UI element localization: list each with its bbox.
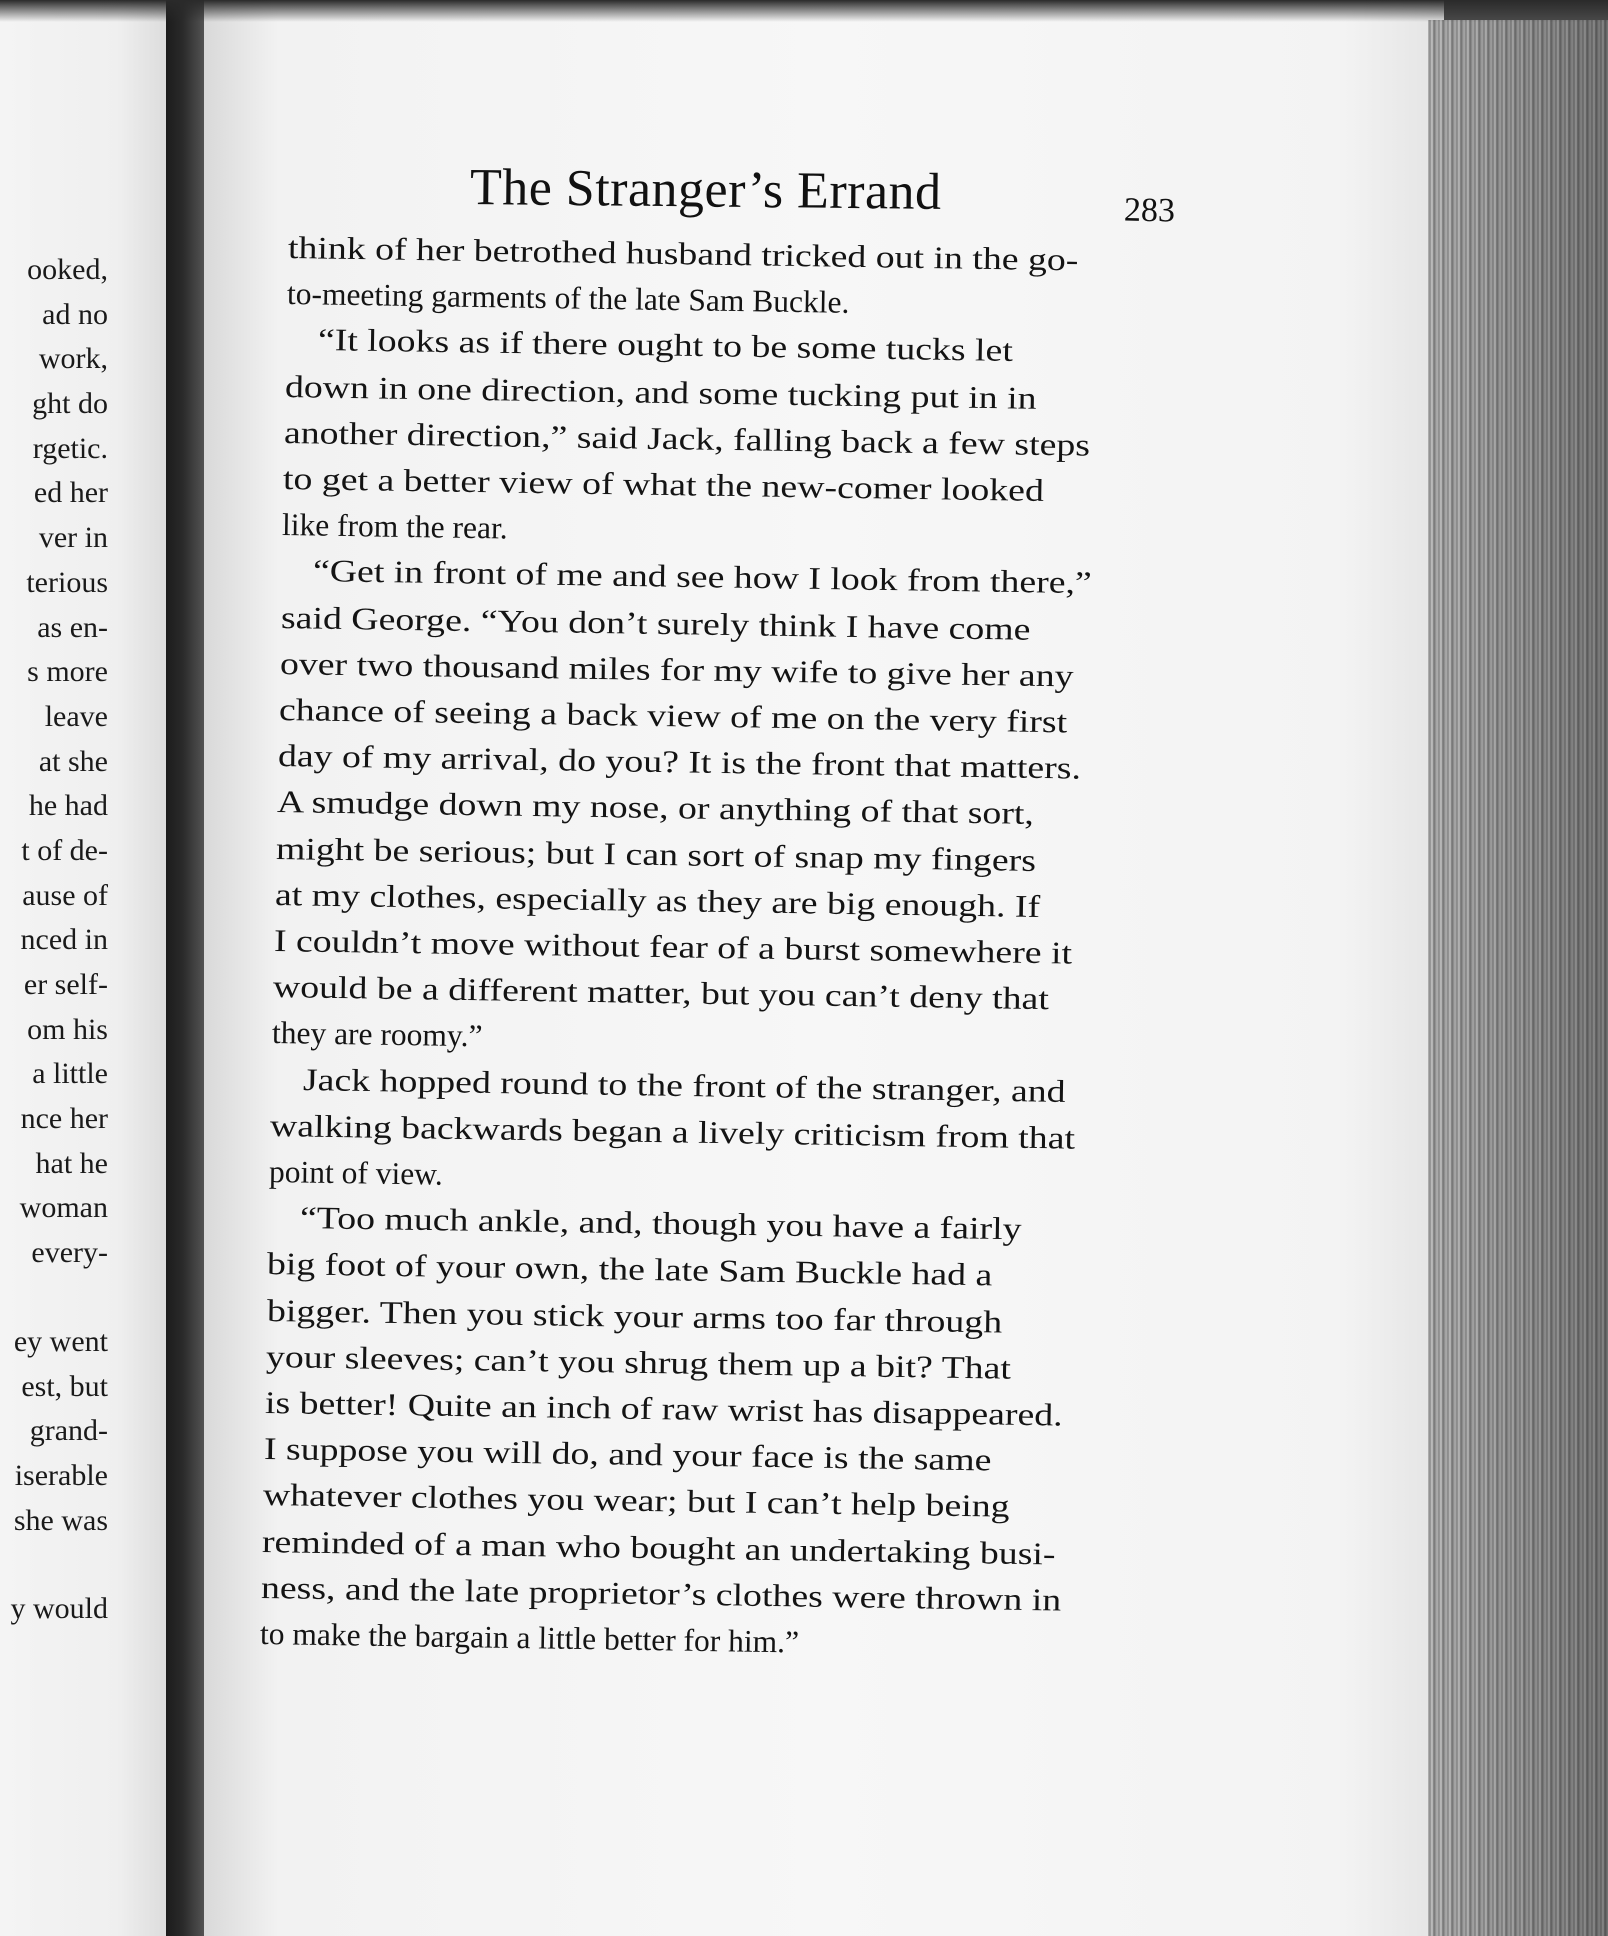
text-line: is better! Quite an inch of raw wrist has disappeared. <box>264 1385 1063 1433</box>
left-page-line: rgetic. <box>32 431 108 465</box>
left-page-line: ooked, <box>27 253 108 286</box>
left-page-line: er self- <box>23 968 108 1001</box>
text-line: “Get in front of me and see how I look from there,” <box>313 553 1093 601</box>
left-page-line: om his <box>27 1012 108 1046</box>
text-line: “It looks as if there ought to be some tucks let <box>317 322 1014 369</box>
left-page-line: a little <box>32 1057 108 1091</box>
left-page-line: every- <box>31 1236 108 1270</box>
left-page-line: ey went <box>13 1324 108 1358</box>
text-line: point of view. <box>269 1154 444 1192</box>
text-line: at my clothes, especially as they are big enough. If <box>274 876 1041 924</box>
text-line: walking backwards began a lively criticism from that <box>269 1107 1076 1156</box>
text-line: think of her betrothed husband tricked out in the go- <box>287 230 1079 278</box>
left-page-line: ed her <box>33 476 108 510</box>
text-line: they are roomy.” <box>271 1015 483 1054</box>
left-page-line: leave <box>44 699 108 733</box>
left-page-line: nce her <box>20 1102 108 1136</box>
text-line: said George. “You don’t surely think I have come <box>280 599 1031 647</box>
text-line: chance of seeing a back view of me on the very first <box>278 692 1068 740</box>
left-page-line: at she <box>38 744 108 778</box>
text-line: whatever clothes you wear; but I can’t help being <box>262 1477 1010 1525</box>
page-number: 283 <box>1123 191 1176 230</box>
text-line: over two thousand miles for my wife to give her any <box>279 645 1074 694</box>
text-line: big foot of your own, the late Sam Buckle had a <box>267 1246 994 1293</box>
text-line: to-meeting garments of the late Sam Buckle. <box>286 276 850 321</box>
left-page <box>0 0 168 1936</box>
left-page-line: ver in <box>38 521 108 555</box>
left-page-line: he had <box>28 789 108 823</box>
left-page-line: ght do <box>32 387 108 421</box>
text-line: I couldn’t move without fear of a burst somewhere it <box>273 923 1073 971</box>
text-line: your sleeves; can’t you shrug them up a bit? That <box>265 1338 1011 1386</box>
text-line: to get a better view of what the new-comer looked <box>283 461 1045 508</box>
left-page-line: s more <box>27 655 108 689</box>
running-head: The Stranger’s Errand <box>469 159 942 221</box>
text-line: bigger. Then you stick your arms too far through <box>266 1292 1002 1340</box>
left-page-line: nced in <box>20 923 108 957</box>
left-page-text <box>0 248 108 1632</box>
left-page-line: iserable <box>14 1458 108 1492</box>
left-page-line: as en- <box>37 610 108 644</box>
left-page-line: ause of <box>22 878 108 912</box>
left-page-line: woman <box>19 1191 108 1225</box>
text-line: like from the rear. <box>282 507 509 546</box>
text-line: might be serious; but I can sort of snap my fingers <box>275 830 1037 878</box>
text-line: reminded of a man who bought an undertaking busi- <box>261 1523 1056 1572</box>
text-line: I suppose you will do, and your face is the same <box>263 1431 992 1478</box>
left-page-line: est, but <box>21 1369 108 1403</box>
text-line: down in one direction, and some tucking put in in <box>284 368 1038 416</box>
page-fore-edge-shade <box>1428 20 1608 1936</box>
text-line: another direction,” said Jack, falling back a few steps <box>283 414 1091 463</box>
left-page-line: grand- <box>29 1414 108 1448</box>
left-page-line: t of de- <box>21 833 108 867</box>
left-page-line: hat he <box>35 1146 108 1180</box>
text-line: day of my arrival, do you? It is the front that matters. <box>277 738 1081 786</box>
left-page-line: y would <box>10 1592 108 1626</box>
text-line: A smudge down my nose, or anything of that sort, <box>276 784 1034 832</box>
right-page <box>204 0 1444 1936</box>
text-line: ness, and the late proprietor’s clothes were thrown in <box>260 1569 1062 1618</box>
top-shadow <box>0 0 1608 22</box>
text-line: Jack hopped round to the front of the stranger, and <box>302 1061 1067 1109</box>
text-line: would be a different matter, but you can’t deny that <box>272 969 1050 1017</box>
book-gutter <box>166 0 208 1936</box>
text-line: to make the bargain a little better for him.” <box>259 1616 800 1660</box>
left-page-line: ad no <box>42 297 108 331</box>
left-page-line: work, <box>38 342 108 376</box>
left-page-line: she was <box>13 1503 108 1537</box>
text-line: “Too much ankle, and, though you have a fairly <box>300 1200 1023 1247</box>
left-page-line: terious <box>26 565 108 599</box>
